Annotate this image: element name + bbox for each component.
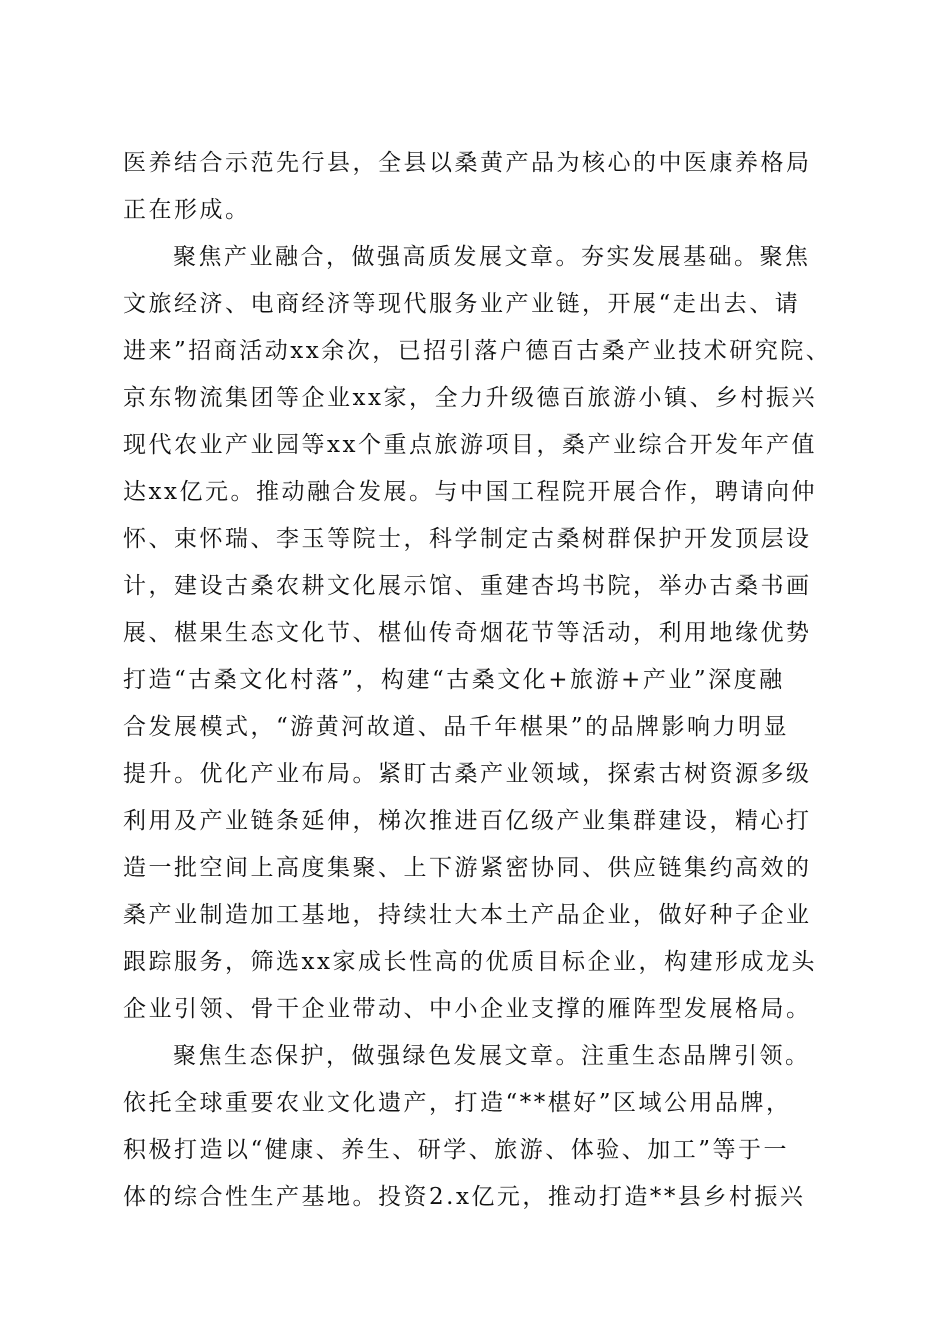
body-text-line: 跟踪服务，筛选xx家成长性高的优质目标企业，构建形成龙头	[123, 949, 817, 975]
body-text-line: 达xx亿元。推动融合发展。与中国工程院开展合作，聘请向仲	[123, 479, 817, 505]
body-text-line: 正在形成。	[123, 197, 251, 223]
body-text-line: 聚焦生态保护，做强绿色发展文章。注重生态品牌引领。	[173, 1043, 811, 1069]
body-text-line: 积极打造以“健康、养生、研学、旅游、体验、加工”等于一	[123, 1137, 790, 1163]
body-text-line: 怀、束怀瑞、李玉等院士，科学制定古桑树群保护开发顶层设	[123, 526, 812, 552]
body-text-line: 体的综合性生产基地。投资2.x亿元，推动打造**县乡村振兴	[123, 1184, 806, 1210]
body-text-line: 京东物流集团等企业xx家，全力升级德百旅游小镇、乡村振兴	[123, 385, 817, 411]
body-text-line: 现代农业产业园等xx个重点旅游项目，桑产业综合开发年产值	[123, 432, 817, 458]
body-text-line: 进来”招商活动xx余次，已招引落户德百古桑产业技术研究院、	[123, 338, 832, 364]
body-text-line: 造一批空间上高度集聚、上下游紧密协同、供应链集约高效的	[123, 855, 812, 881]
body-text-line: 聚焦产业融合，做强高质发展文章。夯实发展基础。聚焦	[173, 244, 811, 270]
body-text-line: 文旅经济、电商经济等现代服务业产业链，开展“走出去、请	[123, 291, 801, 317]
body-text-line: 医养结合示范先行县，全县以桑黄产品为核心的中医康养格局	[123, 150, 812, 176]
body-text-line: 桑产业制造加工基地，持续壮大本土产品企业，做好种子企业	[123, 902, 812, 928]
body-text-line: 计，建设古桑农耕文化展示馆、重建杏坞书院，举办古桑书画	[123, 573, 812, 599]
body-text-line: 提升。优化产业布局。紧盯古桑产业领域，探索古树资源多级	[123, 761, 812, 787]
body-text-line: 合发展模式，“游黄河故道、品千年椹果”的品牌影响力明显	[123, 714, 790, 740]
body-text-line: 打造“古桑文化村落”，构建“古桑文化+旅游+产业”深度融	[123, 667, 785, 693]
body-text-line: 利用及产业链条延伸，梯次推进百亿级产业集群建设，精心打	[123, 808, 812, 834]
body-text-line: 展、椹果生态文化节、椹仙传奇烟花节等活动，利用地缘优势	[123, 620, 812, 646]
body-text-line: 依托全球重要农业文化遗产，打造“**椹好”区域公用品牌，	[123, 1090, 792, 1116]
body-text-line: 企业引领、骨干企业带动、中小企业支撑的雁阵型发展格局。	[123, 996, 812, 1022]
